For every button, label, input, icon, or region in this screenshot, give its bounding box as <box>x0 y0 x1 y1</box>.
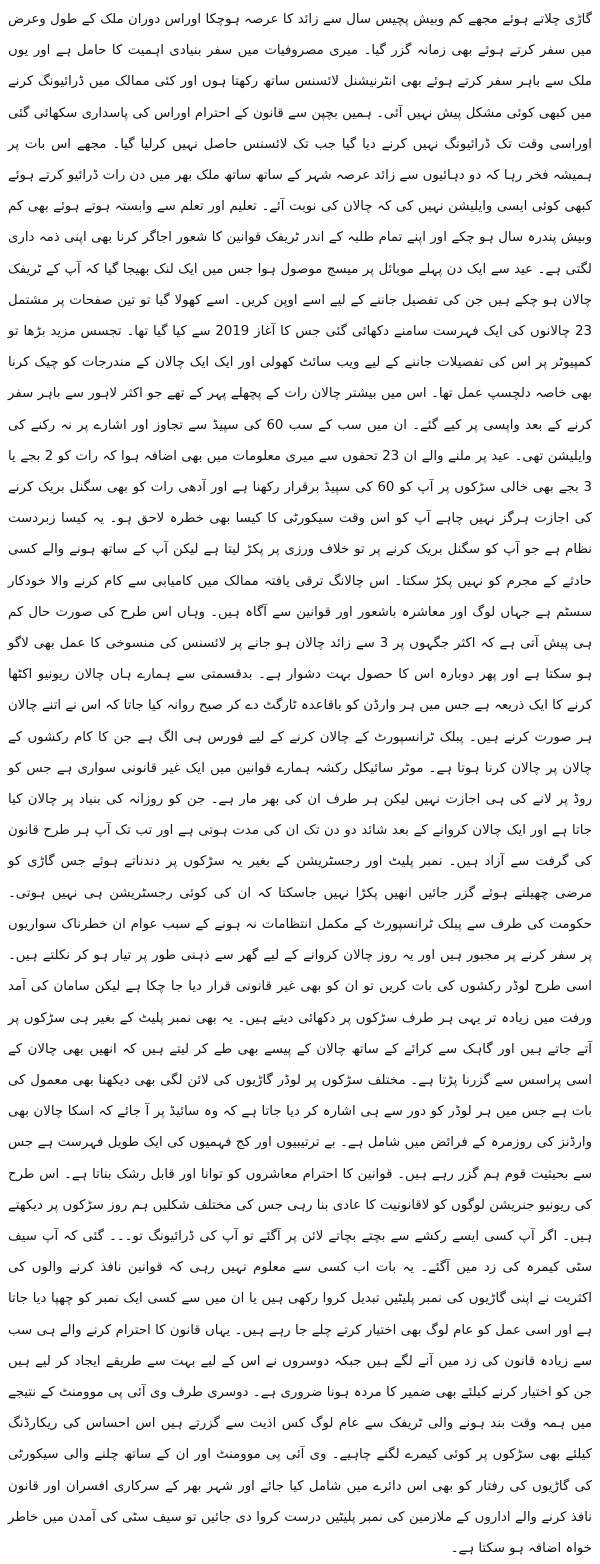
article-paragraph: گاڑی چلاتے ہوئے مجھے کم وبیش پچیس سال سے زائد کا عرصہ ہوچکا اوراس دوران ملک کے طول وعرض میں سفر کرتے ہوئے بھی زمانہ گزر گیا۔ میری مصروفیات میں سفر بنیادی اہمیت کا حامل ہے اور یوں ملک سے باہر سفر کرتے ہوئے بھی انٹرنیشنل لائسنس ساتھ رکھتا ہوں اور کئی ممالک میں ڈرائیونگ کرنے میں کبھی کوئی مشکل پیش نہیں آئی۔ ہمیں بچپن سے قانون کے احترام اوراس کی پاسداری سکھائی گئی اوراسی وقت تک ڈرائیونگ نہیں کرنے دیا گیا جب تک لائسنس حاصل نہیں کرلیا گیا۔ مجھے اس بات پر ہمیشہ فخر رہا کہ دو دہائیوں سے زائد عرصہ شہر کے ساتھ ساتھ ملک بھر میں دن رات ڈرائیو کرتے ہوئے کبھی کوئی ایسی وایلیشن نہیں کی کہ چالان کی نوبت آئے۔ تعلیم اور تعلم سے وابستہ ہوتے ہوئے بھی کم وبیش پندرہ سال ہو چکے اور اپنے تمام طلبہ کے اندر ٹریفک قوانین کا شعور اجاگر کرنا بھی اپنی ذمہ داری لگتی ہے۔ عید سے ایک دن پہلے موبائل پر میسج موصول ہوا جس میں ایک لنک بھیجا گیا کہ آپ کے ٹریفک چالان ہو چکے ہیں جن کی تفصیل جاننے کے لیے اسے اوپن کریں۔ اسے کھولا گیا تو تین صفحات پر مشتمل 23 چالانوں کی ایک فہرست سامنے دکھائی گئی جس کا آغاز 2019 سے کیا گیا تھا۔ تجسس مزید بڑھا تو کمپیوٹر پر اس کی تفصیلات جاننے کے لیے ویب سائٹ کھولی اور ایک ایک چالان کے مندرجات کو چیک کرنا بھی خاصہ دلچسپ عمل تھا۔ اس میں بیشتر چالان رات کے پچھلے پہر کے تھے جو اکثر لاہور سے باہر سفر کرنے کے بعد واپسی پر کیے گئے۔ ان میں سب کے سب 60 کی سپیڈ سے تجاوز اور اشارے پر نہ رکنے کی وایلیشن تھی۔ عید پر ملنے والے ان 23 تحفوں سے میری معلومات میں بھی اضافہ ہوا کہ رات کو 2 بجے یا 3 بجے بھی خالی سڑکوں پر آپ کو 60 کی سپیڈ برقرار رکھنا ہے اور آدھی رات کو بھی سگنل بریک کرنے کی اجازت ہرگز نہیں چاہے آپ کو اس وقت سیکورٹی کا کیسا بھی خطرہ لاحق ہو۔ یہ کیسا زبردست نظام ہے جو آپ کو سگنل بریک کرنے پر تو خلاف ورزی پر پکڑ لیتا ہے لیکن آپ کے ساتھ ہونے والے کسی حادثے کے مجرم کو نہیں پکڑ سکتا۔ اس چالانگ ترقی یافتہ ممالک میں کامیابی سے کام کرنے والا خودکار سسٹم ہے جہاں لوگ اور معاشرہ باشعور اور قوانین سے آگاہ ہیں۔ وہاں اس طرح کی صورت حال کم ہی پیش آتی ہے کہ اکثر جگہوں پر 3 سے زائد چالان ہو جانے پر لائسنس کی منسوخی کا عمل بھی لاگو ہو سکتا ہے اور پھر دوبارہ اس کا حصول بہت دشوار ہے۔ بدقسمتی سے ہمارے ہاں چالان ریونیو اکٹھا کرنے کا ایک ذریعہ ہے جس میں ہر وارڈن کو باقاعدہ ٹارگٹ دے کر صبح روانہ کیا جاتا کہ اس نے اتنے چالان ہر صورت کرنے ہیں۔ پبلک ٹرانسپورٹ کے چالان کرنے کے لیے فورس ہی الگ ہے جن کا کام رکشوں کے چالان پر چالان کرنا ہوتا ہے۔ موٹر سائیکل رکشہ ہمارے قوانین میں ایک غیر قانونی سواری ہے جس کو روڈ پر لانے کی ہی اجازت نہیں لیکن ہر طرف ان کی بھر مار ہے۔ جن کو روزانہ کی بنیاد پر چالان کیا جاتا ہے اور ایک چالان کروانے کے بعد شائد دو دن تک ان کی مدت ہوتی ہے اور تب تک آپ ہر طرح قانون کی گرفت سے آزاد ہیں۔ نمبر پلیٹ اور رجسٹریشن کے بغیر یہ سڑکوں پر دندناتے ہوئے جس گاڑی کو مرضی چھیلتے ہوئے گزر جائیں انھیں پکڑا نہیں جاسکتا کہ ان کی کوئی رجسٹریشن ہی نہیں ہوتی۔ حکومت کی طرف سے پبلک ٹرانسپورٹ کے مکمل انتظامات نہ ہونے کے سبب عوام ان خطرناک سواریوں پر سفر کرنے پر مجبور ہیں اور یہ روز چالان کروانے کے لیے گھر سے ذہنی طور پر تیار ہو کر نکلتے ہیں۔ اسی طرح لوڈر رکشوں کی بات کریں تو ان کو بھی غیر قانونی قرار دیا جا چکا ہے لیکن سامان کی آمد ورفت میں زیادہ تر یہی ہر طرف سڑکوں پر دکھائی دیتے ہیں۔ یہ بھی نمبر پلیٹ کے بغیر ہی سڑکوں پر آتے جاتے ہیں اور گاہک سے کرائے کے ساتھ چالان کے پیسے بھی طے کر لیتے ہیں کہ انھیں بھی چالان کے اسی پراسس سے گزرنا پڑتا ہے۔ مختلف سڑکوں پر لوڈر گاڑیوں کی لائن لگی بھی دیکھنا بھی معمول کی بات ہے جس میں ہر لوڈر کو دور سے ہی اشارہ کر دیا جاتا ہے کہ وہ سائیڈ پر آ جائے کہ اسکا چالان بھی وارڈنز کی روزمرہ کے فرائض میں شامل ہے۔ بے ترتیبیوں اور کج فہمیوں کی ایک طویل فہرست ہے جس سے بحیثیت قوم ہم گزر رہے ہیں۔ قوانین کا احترام معاشروں کو توانا اور قابل رشک بناتا ہے۔ اس طرح کی ریونیو جنریشن لوگوں کو لاقانونیت کا عادی بنا رہی جس کی مختلف شکلیں ہم روز سڑکوں پر دیکھتے ہیں۔ اگر آپ کسی ایسے رکشے سے بچتے بچاتے لائن پر آگئے تو آپ کی ڈرائیونگ تو۔۔۔ گئی کہ آپ سیف سٹی کیمرہ کی زد میں آگئے۔ یہ بات اب کسی سے معلوم نہیں رہی کہ قوانین نافذ کرنے والوں کی اکثریت نے اپنی گاڑیوں کی نمبر پلیٹیں تبدیل کروا رکھی ہیں یا ان میں سے کسی ایک نمبر کو چھپا دیا جاتا ہے اور اسی عمل کو عام لوگ بھی اختیار کرتے چلے جا رہے ہیں۔ یہاں قانون کا احترام کرنے والے ہی سب سے زیادہ قانون کی زد میں آنے لگے ہیں جبکہ دوسروں نے اس کے لیے بہت سے طریقے ایجاد کر لیے ہیں جن کو اختیار کرنے کیلئے بھی ضمیر کا مردہ ہونا ضروری ہے۔ دوسری طرف وی آئی پی موومنٹ کے نتیجے میں ہمہ وقت بند ہونے والی ٹریفک سے عام لوگ کس اذیت سے گزرتے ہیں اس احساس کی ریکارڈنگ کیلئے بھی سڑکوں پر کوئی کیمرے لگنے چاہیے۔ وی آئی پی موومنٹ اور ان کے ساتھ چلنے والی سیکورٹی کی گاڑیوں کی رفتار کو بھی اس دائرے میں شامل کیا جائے اور شہر بھر کے سرکاری افسران اور قانون نافذ کرنے والے اداروں کے ملازمین کی نمبر پلیٹیں درست کروا دی جائیں تو سیف سٹی کی آمدن میں خاطر خواہ اضافہ ہو سکتا ہے۔ <box>8 12 593 1556</box>
